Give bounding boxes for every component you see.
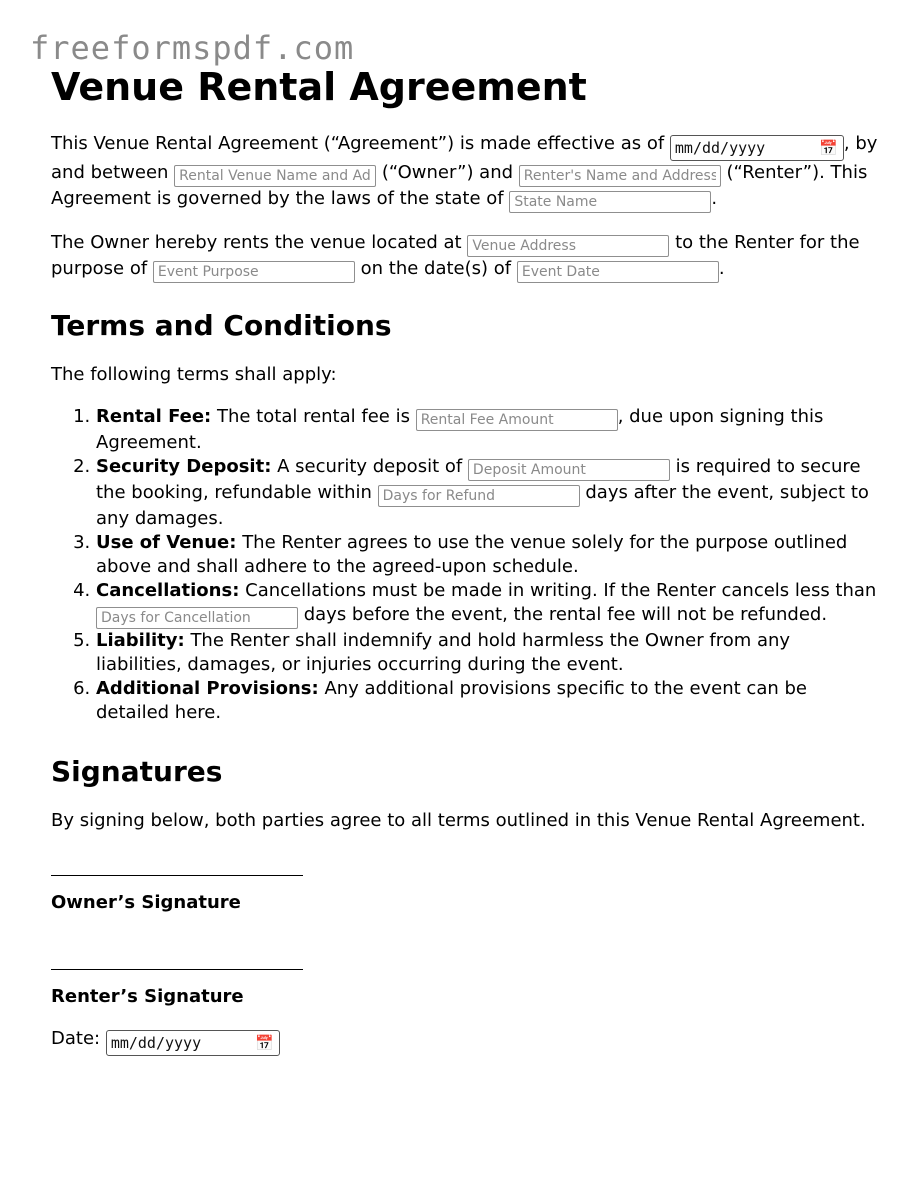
- renter-signature-line[interactable]: [51, 945, 303, 970]
- intro-text-1: This Venue Rental Agreement (“Agreement”) is made effective as of: [51, 133, 670, 154]
- term-text: is required to secure the booking, refundable within: [96, 456, 861, 503]
- signatures-intro: By signing below, both parties agree to all terms outlined in this Venue Rental Agreement.: [51, 810, 866, 831]
- signature-date-placeholder: mm/dd/yyyy: [110, 1034, 202, 1052]
- cancellation-days-input[interactable]: [96, 607, 298, 629]
- rental-fee-input[interactable]: [416, 409, 618, 431]
- renter-signature-label: Renter’s Signature: [51, 986, 244, 1007]
- term-text: days before the event, the rental fee will not be refunded.: [298, 604, 828, 625]
- intro-text-2: , by and between: [51, 133, 878, 183]
- term-text: The Renter shall indemnify and hold harmless the Owner from any liabilities, damages, or injuries occurring during the event.: [96, 630, 791, 675]
- date-label: Date:: [51, 1028, 106, 1049]
- rental-text-1: The Owner hereby rents the venue located at: [51, 232, 468, 253]
- terms-heading: Terms and Conditions: [51, 309, 392, 342]
- term-label: Liability:: [96, 630, 185, 651]
- state-name-input[interactable]: [509, 191, 711, 213]
- owner-name-input[interactable]: [174, 165, 376, 187]
- term-text: , due upon signing this Agreement.: [96, 406, 824, 453]
- effective-date-input[interactable]: [670, 135, 844, 161]
- signatures-heading: Signatures: [51, 755, 223, 788]
- terms-list: [51, 405, 881, 725]
- intro-paragraph: [51, 132, 881, 213]
- term-text: days after the event, subject to any damages.: [96, 482, 869, 529]
- owner-signature-line[interactable]: [51, 851, 303, 876]
- watermark: freeformspdf.com: [30, 29, 355, 67]
- term-rental-fee: [96, 405, 881, 455]
- renter-name-input[interactable]: [519, 165, 721, 187]
- rental-text-3: on the date(s) of: [354, 258, 517, 279]
- venue-address-input[interactable]: [467, 235, 669, 257]
- signature-date-row: [51, 1027, 881, 1056]
- intro-text-5: .: [711, 188, 718, 209]
- term-additional-provisions: [96, 677, 881, 725]
- effective-date-placeholder: mm/dd/yyyy: [674, 139, 766, 157]
- term-label: Rental Fee:: [96, 406, 212, 427]
- term-liability: [96, 629, 881, 677]
- term-text: Cancellations must be made in writing. If the Renter cancels less than: [239, 580, 877, 601]
- term-label: Cancellations:: [96, 580, 240, 601]
- term-label: Additional Provisions:: [96, 678, 319, 699]
- intro-text-3: (“Owner”) and: [376, 162, 519, 183]
- signature-date-input[interactable]: [106, 1030, 280, 1056]
- refund-days-input[interactable]: [378, 485, 580, 507]
- term-use-of-venue: [96, 531, 881, 579]
- event-purpose-input[interactable]: [153, 261, 355, 283]
- term-label: Use of Venue:: [96, 532, 237, 553]
- rental-text-4: .: [718, 258, 725, 279]
- rental-paragraph: [51, 231, 881, 283]
- term-security-deposit: [96, 455, 881, 531]
- calendar-icon[interactable]: 📅: [819, 138, 838, 157]
- term-text: A security deposit of: [271, 456, 468, 477]
- rental-text-2: to the Renter for the purpose of: [51, 232, 860, 279]
- term-cancellations: [96, 579, 881, 629]
- document: [51, 64, 881, 1056]
- page-title: Venue Rental Agreement: [51, 65, 587, 109]
- term-text: The total rental fee is: [211, 406, 416, 427]
- intro-text-4: (“Renter”). This Agreement is governed by the laws of the state of: [51, 162, 868, 209]
- term-text: Any additional provisions specific to the event can be detailed here.: [96, 678, 807, 723]
- event-date-input[interactable]: [517, 261, 719, 283]
- terms-intro: The following terms shall apply:: [51, 364, 337, 385]
- term-text: The Renter agrees to use the venue solely for the purpose outlined above and shall adhere to the agreed-upon schedule.: [96, 532, 848, 577]
- calendar-icon[interactable]: 📅: [255, 1033, 274, 1052]
- owner-signature-label: Owner’s Signature: [51, 892, 241, 913]
- deposit-amount-input[interactable]: [468, 459, 670, 481]
- term-label: Security Deposit:: [96, 456, 272, 477]
